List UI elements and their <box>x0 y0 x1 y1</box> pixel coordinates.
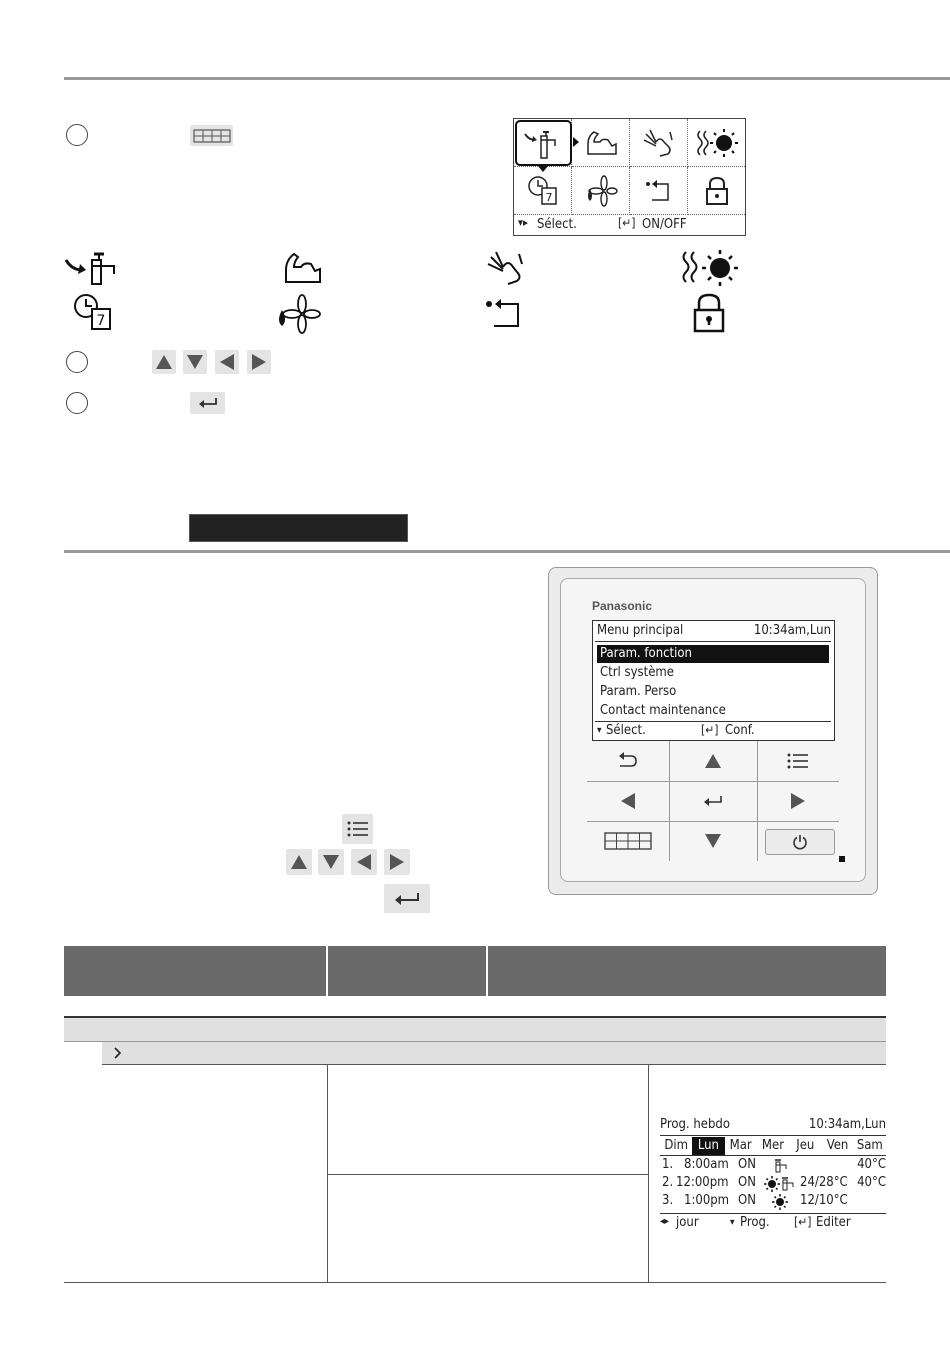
right-button[interactable] <box>757 781 839 821</box>
back-icon <box>617 752 639 770</box>
lock-icon <box>705 176 729 206</box>
tap-icon <box>64 250 124 286</box>
clock-calendar-icon <box>526 174 560 208</box>
status-led-icon <box>839 856 845 862</box>
up-button[interactable] <box>669 741 757 781</box>
day-row <box>660 1137 886 1155</box>
footer-select-label: Sélect. <box>537 217 577 232</box>
weekly-time: 10:34am,Lun <box>808 1117 886 1132</box>
down-arrow-icon <box>705 834 721 848</box>
down-key-icon <box>183 350 207 374</box>
table-bottom-rule <box>64 1282 886 1283</box>
screen-footer-rule <box>595 721 831 722</box>
enter-bracket-icon: [↵] <box>701 723 719 737</box>
screen-footer-conf: Conf. <box>725 723 755 738</box>
menu-item-param-fonction[interactable]: Param. fonction <box>600 646 692 661</box>
weekly-footer-edit: Editer <box>816 1215 851 1230</box>
cell-hand[interactable] <box>630 119 688 167</box>
day-dim[interactable]: Dim <box>664 1138 688 1153</box>
fan-drop-icon <box>584 175 618 207</box>
cell-return[interactable] <box>630 167 688 215</box>
remote-inner <box>560 578 866 882</box>
table-section-row <box>64 1016 886 1042</box>
right-key-icon <box>247 350 271 374</box>
dark-label-bar <box>189 514 408 542</box>
down-key-icon <box>318 849 344 875</box>
remote-controller <box>548 567 878 895</box>
cell-heat-sun[interactable] <box>688 119 745 167</box>
day-mer[interactable]: Mer <box>761 1138 785 1153</box>
remote-screen <box>592 620 835 741</box>
svg-text:7: 7 <box>96 313 106 329</box>
table-header-col2 <box>328 946 486 996</box>
menu-item-contact-maintenance[interactable]: Contact maintenance <box>600 703 726 718</box>
return-icon <box>644 178 674 204</box>
screen-title: Menu principal <box>597 623 684 638</box>
table-header-col3 <box>488 946 886 996</box>
table-col-divider-2 <box>648 1065 649 1283</box>
cell-fan-drop[interactable] <box>572 167 630 215</box>
right-arrow-icon <box>791 793 805 809</box>
enter-key-icon <box>190 392 225 414</box>
return-icon <box>484 296 524 330</box>
enter-key-icon <box>384 884 430 913</box>
chevron-right-icon <box>114 1047 122 1059</box>
clock-calendar-icon <box>72 292 114 332</box>
back-button[interactable] <box>587 741 669 781</box>
down-button[interactable] <box>669 821 757 861</box>
arm-icon <box>280 250 324 286</box>
left-key-icon <box>215 350 239 374</box>
program-row-1[interactable]: 1. 8:00am ON 40°C <box>662 1157 886 1172</box>
weekly-day-rule <box>660 1155 886 1156</box>
cell-clock-calendar[interactable] <box>514 167 572 215</box>
day-ven[interactable]: Ven <box>826 1138 849 1153</box>
heat-sun-icon <box>694 127 740 159</box>
day-jeu[interactable]: Jeu <box>796 1138 815 1153</box>
weekly-footer-prog: Prog. <box>740 1215 770 1230</box>
weekly-title-rule <box>660 1135 886 1136</box>
enter-icon <box>702 795 724 807</box>
menu-grid-key-icon <box>190 125 233 146</box>
menu-item-ctrl-systeme[interactable]: Ctrl système <box>600 665 675 680</box>
enter-bracket-icon: [↵] <box>618 216 636 230</box>
weekly-program-screen <box>658 1116 886 1236</box>
section-rule <box>64 550 950 553</box>
right-key-icon <box>384 849 410 875</box>
day-sam[interactable]: Sam <box>856 1138 883 1153</box>
program-row-3[interactable]: 3. 1:00pm ON 12/10°C <box>662 1193 848 1208</box>
down-arrow-icon: ▾ <box>597 725 602 736</box>
down-right-arrow-icon: ▾▸ <box>518 216 528 229</box>
menu-button[interactable] <box>757 741 839 781</box>
function-grid-button[interactable] <box>587 821 669 861</box>
table-header-col1 <box>64 946 326 996</box>
program-row-2[interactable]: 2. 12:00pm ON 24/28°C 40°C <box>662 1175 886 1190</box>
keypad-grid <box>587 741 839 861</box>
weekly-title: Prog. hebdo <box>660 1117 730 1132</box>
footer-onoff-label: ON/OFF <box>642 217 687 232</box>
menu-item-param-perso[interactable]: Param. Perso <box>600 684 677 699</box>
left-arrow-icon <box>621 793 635 809</box>
step-circle-1 <box>66 124 88 146</box>
enter-bracket-icon: [↵] <box>794 1215 812 1229</box>
cell-selection-frame <box>515 120 572 166</box>
table-inner-rule <box>328 1174 648 1175</box>
hand-icon <box>486 250 526 286</box>
step-circle-2 <box>66 351 88 373</box>
grid-icon <box>604 832 652 850</box>
menu-key-icon <box>342 814 373 844</box>
cell-lock[interactable] <box>688 167 745 215</box>
fan-drop-icon <box>274 294 322 334</box>
power-icon <box>792 834 808 850</box>
up-key-icon <box>286 849 312 875</box>
screen-footer-select: Sélect. <box>606 723 646 738</box>
left-key-icon <box>351 849 377 875</box>
day-lun[interactable]: Lun <box>692 1137 724 1155</box>
function-menu-screen <box>513 118 746 236</box>
top-panel-footer <box>514 215 745 235</box>
heat-sun-icon <box>678 248 742 288</box>
up-key-icon <box>152 350 176 374</box>
remote-brand: Panasonic <box>592 599 653 613</box>
left-right-arrow-icon: ◂▸ <box>660 1216 670 1227</box>
tap-icon <box>780 1177 796 1191</box>
power-button[interactable] <box>765 829 835 855</box>
left-button[interactable] <box>587 781 669 821</box>
up-arrow-icon <box>705 754 721 768</box>
list-icon <box>787 753 809 769</box>
step-circle-3 <box>66 392 88 414</box>
sun-icon <box>764 1176 780 1192</box>
screen-title-rule <box>595 641 831 642</box>
hand-icon <box>642 128 676 158</box>
screen-time: 10:34am,Lun <box>753 623 831 638</box>
day-mar[interactable]: Mar <box>729 1138 752 1153</box>
enter-button[interactable] <box>669 781 757 821</box>
arm-icon <box>582 128 620 158</box>
sun-icon <box>772 1194 788 1210</box>
cell-arm[interactable] <box>572 119 630 167</box>
svg-text:7: 7 <box>545 190 552 204</box>
top-rule <box>64 77 950 80</box>
table-subsection-row <box>102 1042 886 1065</box>
weekly-footer-day: jour <box>676 1215 699 1230</box>
down-arrow-icon: ▾ <box>730 1217 735 1228</box>
lock-icon <box>692 292 726 334</box>
weekly-footer-rule <box>660 1213 886 1214</box>
tap-icon <box>772 1159 790 1173</box>
